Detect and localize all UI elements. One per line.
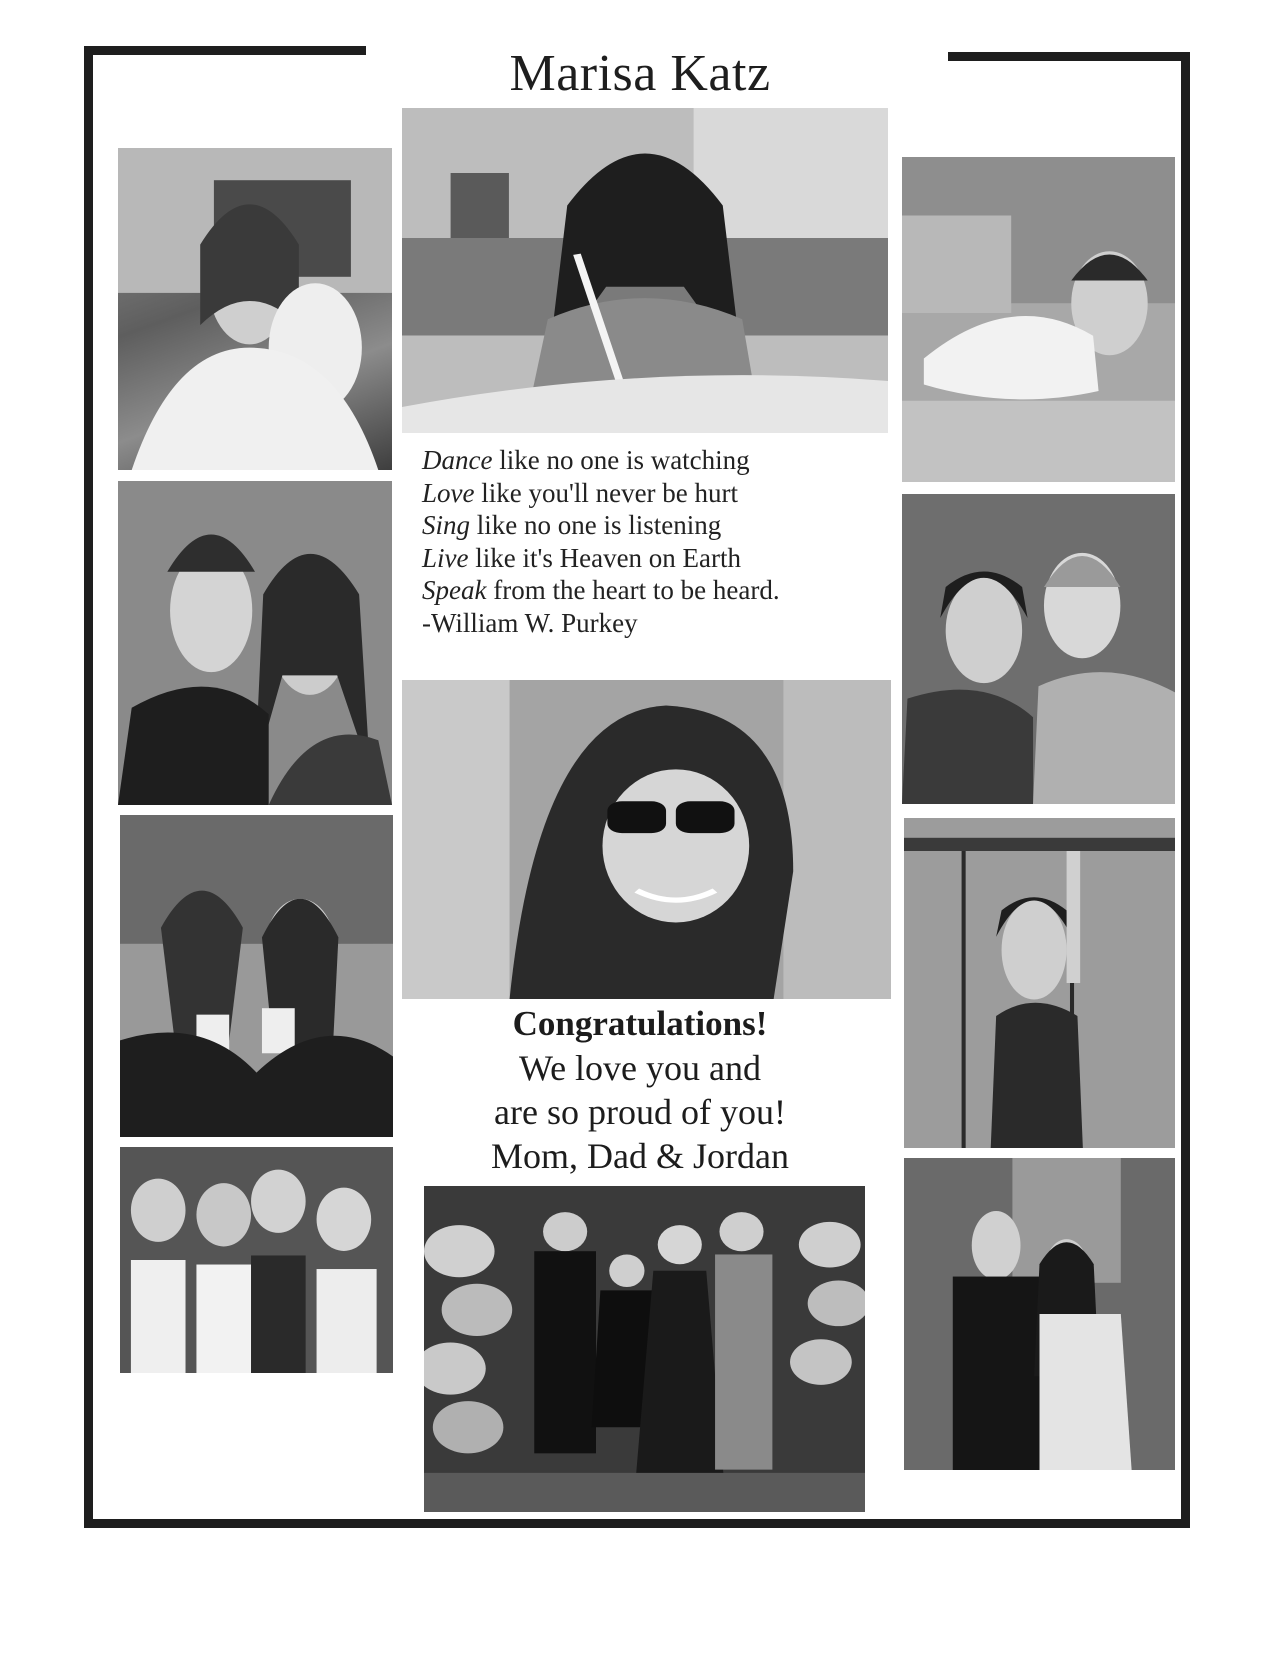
photo-sunglasses-portrait [402,680,891,999]
photo-girl-painting [402,108,888,433]
photo-girl-swing [904,818,1175,1148]
congratulations-message [400,1002,880,1178]
photo-two-kids [902,494,1175,804]
congratulations-heading: Congratulations! [512,1004,768,1043]
photo-baby [902,157,1175,482]
photo-four-friends [120,1147,393,1373]
poem-attribution: -William W. Purkey [422,607,638,638]
poem [422,444,862,639]
frame-right [1181,52,1190,1528]
message-line: are so proud of you! [494,1092,786,1132]
photo-friends-mugs [120,815,393,1137]
frame-left [84,46,93,1528]
photo-couple-formal [904,1158,1175,1470]
photo-couple-jersey [118,481,392,805]
photo-family-formal [424,1186,865,1512]
photo-girl-with-dog [118,148,392,470]
message-line: We love you and [518,1048,762,1088]
poem-line: Dance like no one is watching [422,445,750,475]
frame-bottom [84,1519,1190,1528]
poem-line: Speak from the heart to be heard. [422,575,780,605]
message-signature: Mom, Dad & Jordan [491,1136,789,1176]
poem-line: Sing like no one is listening [422,510,722,540]
poem-line: Love like you'll never be hurt [422,477,739,508]
page-title: Marisa Katz [509,45,771,102]
poem-line: Live like it's Heaven on Earth [422,542,742,573]
